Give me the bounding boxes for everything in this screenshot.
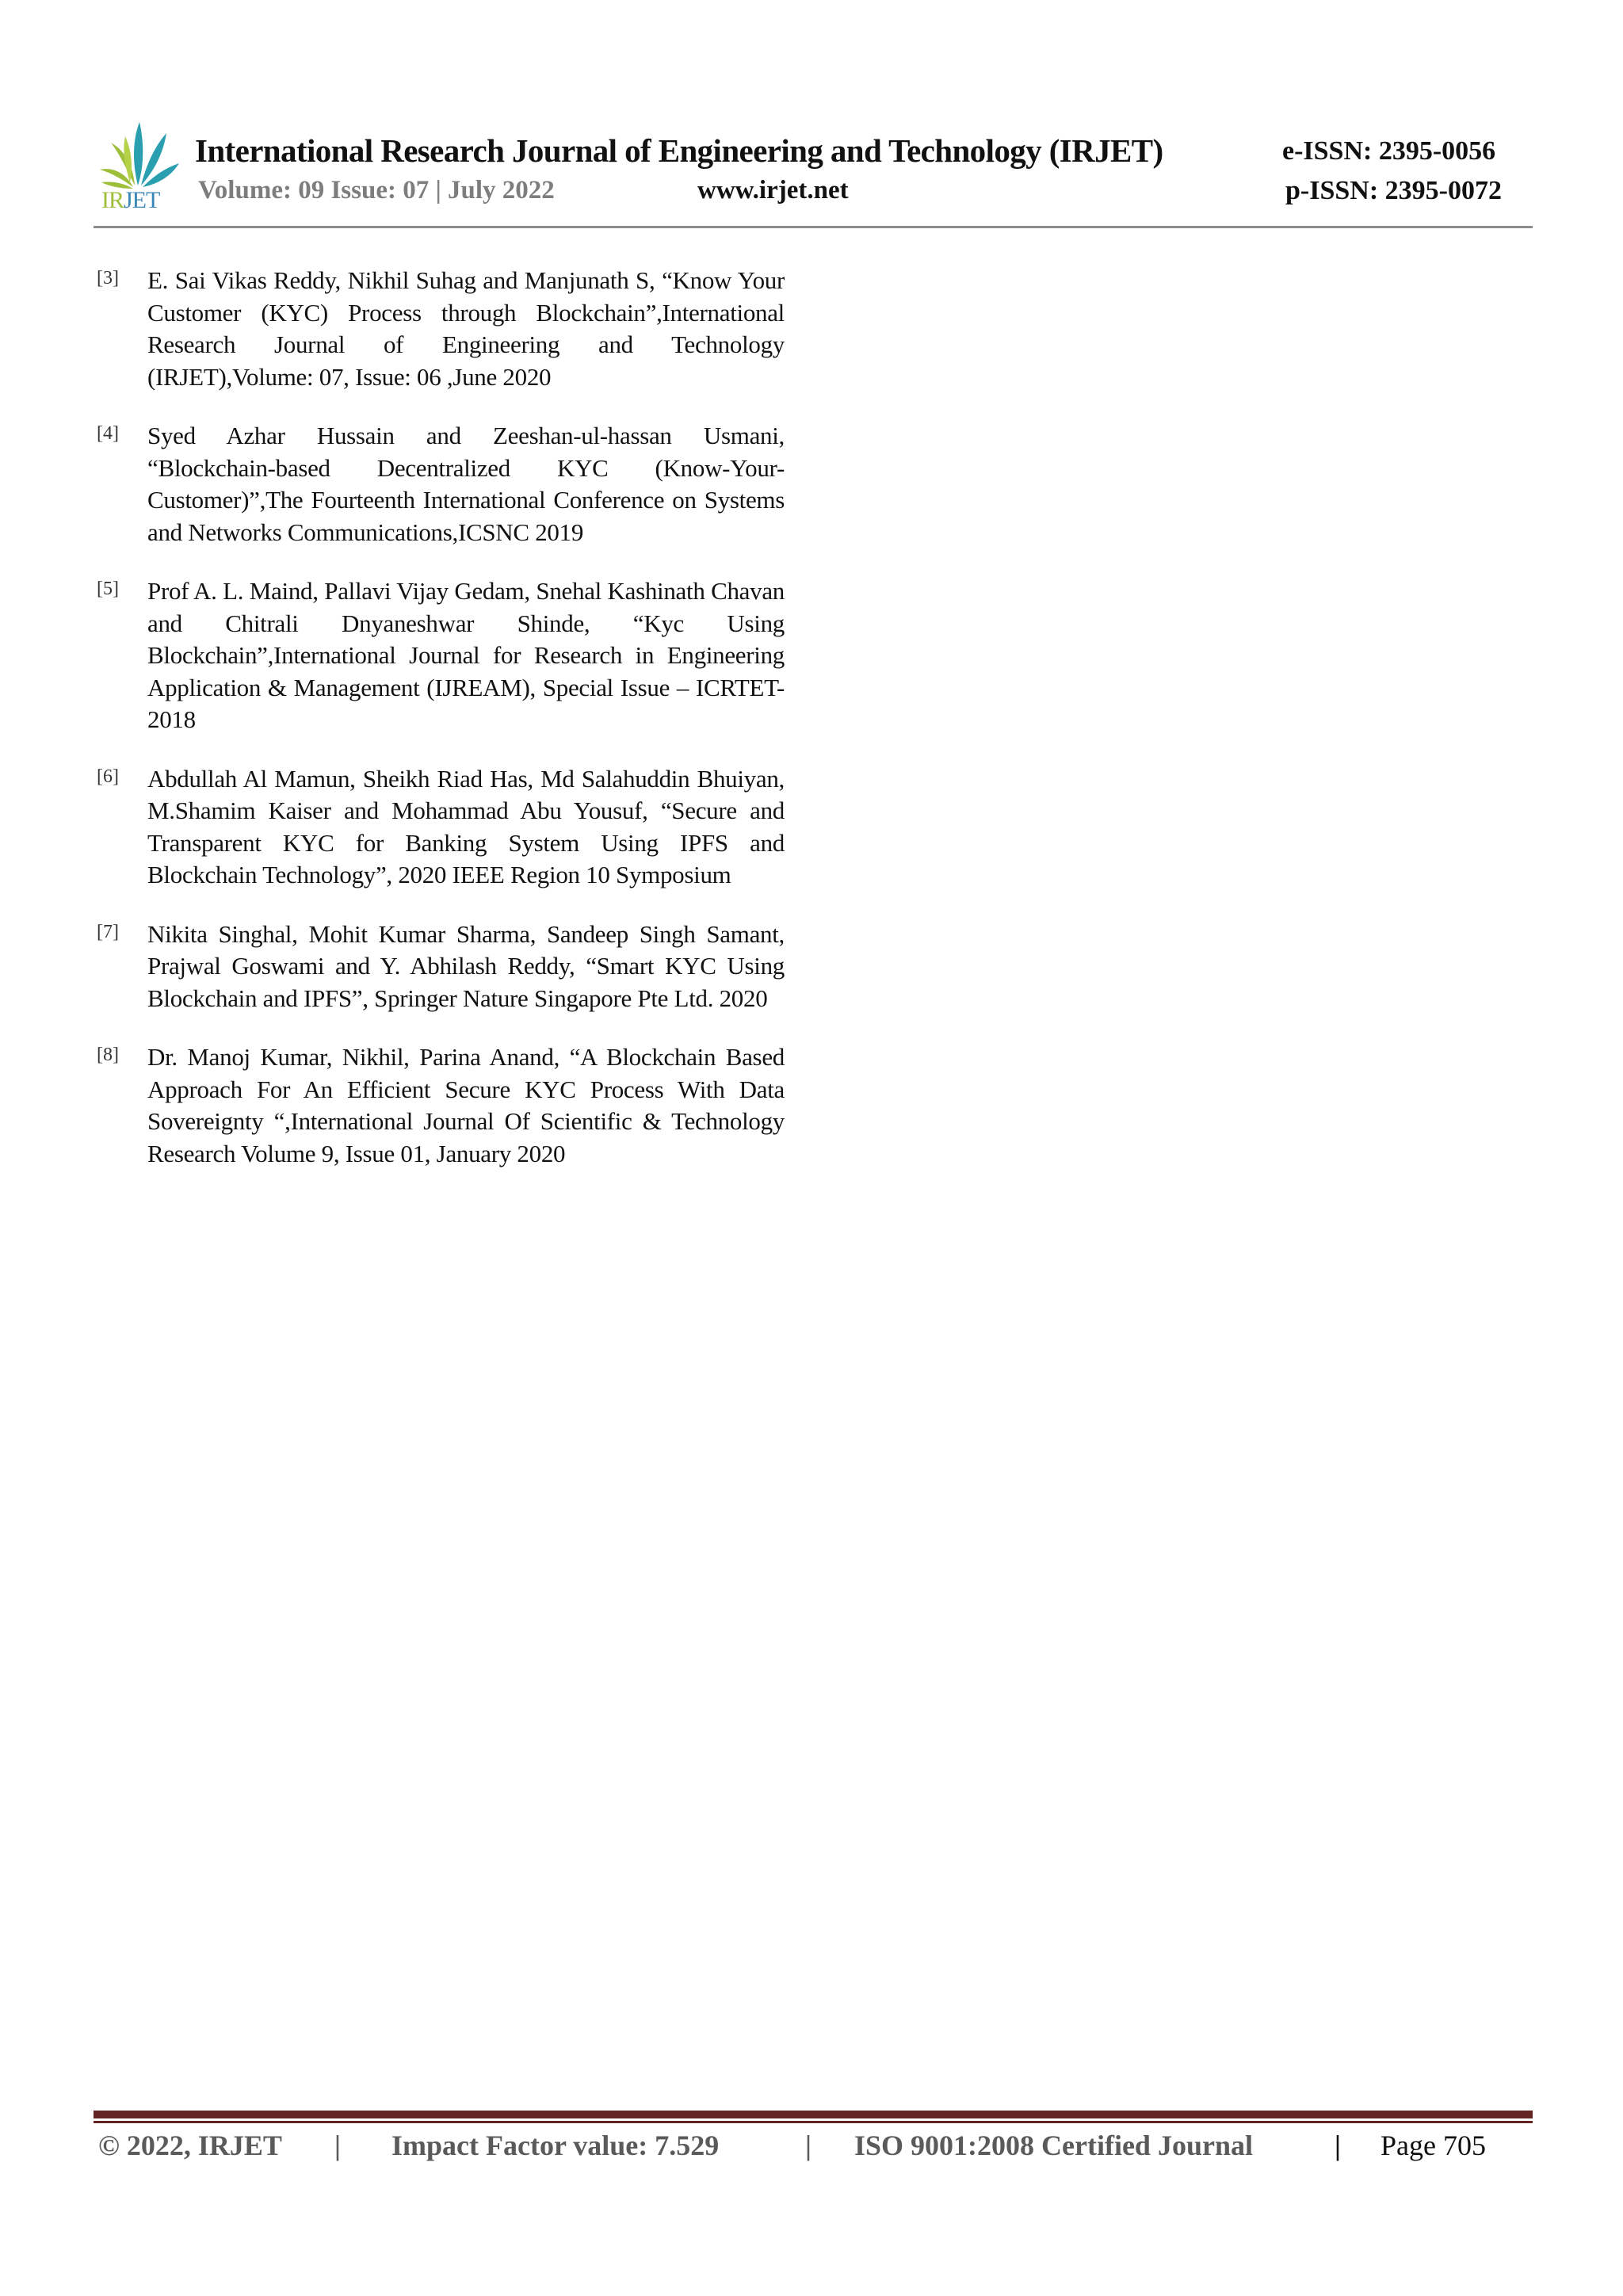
iso-certification: ISO 9001:2008 Certified Journal [854,2130,1253,2161]
reference-text: E. Sai Vikas Reddy, Nikhil Suhag and Manjunath S, “Know Your Customer (KYC) Process through Blockchain”,International Research Journal of Engineering and Technology (IRJET),Volume: 07, Issue: 06 ,June 2020 [147,266,785,391]
reference-item [97,919,785,1015]
reference-number: [8] [97,1045,119,1065]
reference-number: [4] [97,423,119,444]
copyright: © 2022, IRJET [98,2130,282,2161]
reference-number: [7] [97,921,119,942]
reference-text: Dr. Manoj Kumar, Nikhil, Parina Anand, “A Blockchain Based Approach For An Efficient Secure KYC Process With Data Sovereignty “,International Journal Of Scientific & Technology Research Volume 9, Issue 01, January 2020 [147,1043,785,1167]
footer-divider-thick [94,2111,1533,2118]
volume-issue: Volume: 09 Issue: 07 | July 2022 [198,176,555,204]
p-issn: p-ISSN: 2395-0072 [1285,176,1502,205]
e-issn: e-ISSN: 2395-0056 [1282,136,1496,166]
reference-text: Abdullah Al Mamun, Sheikh Riad Has, Md Salahuddin Bhuiyan, M.Shamim Kaiser and Mohammad Abu Yousuf, “Secure and Transparent KYC for Banking System Using IPFS and Blockchain Technology”, 2020 IEEE Region 10 Symposium [147,764,785,888]
reference-text: Nikita Singhal, Mohit Kumar Sharma, Sandeep Singh Samant, Prajwal Goswami and Y. Abhilash Reddy, “Smart KYC Using Blockchain and IPFS”, Springer Nature Singapore Pte Ltd. 2020 [147,919,785,1012]
reference-item [97,1041,785,1170]
leaf-fan-icon [98,119,181,190]
reference-number: [5] [97,579,119,599]
footer-separator: | [334,2130,341,2161]
irjet-logo [94,119,182,214]
page-header [94,111,1533,230]
page-footer [94,2129,1533,2168]
footer-separator: | [1335,2130,1341,2161]
footer-separator: | [805,2130,812,2161]
journal-website: www.irjet.net [697,176,849,204]
header-divider [94,226,1533,228]
references-list [97,265,785,1197]
impact-factor: Impact Factor value: 7.529 [391,2130,720,2161]
footer-divider-thin [94,2121,1533,2123]
logo-wordmark: IRJET [101,187,160,213]
reference-item [97,763,785,892]
reference-text: Syed Azhar Hussain and Zeeshan-ul-hassan Usmani, “Blockchain-based Decentralized KYC (Know-Your-Customer)”,The Fourteenth International Conference on Systems and Networks Communications,ICSNC 2019 [147,422,785,546]
journal-title: International Research Journal of Engineering and Technology (IRJET) [195,132,1163,169]
reference-item [97,265,785,393]
page-number: Page 705 [1381,2130,1486,2161]
reference-item [97,420,785,548]
reference-item [97,575,785,736]
reference-text: Prof A. L. Maind, Pallavi Vijay Gedam, Snehal Kashinath Chavan and Chitrali Dnyaneshwar Shinde, “Kyc Using Blockchain”,International Journal for Research in Engineering Application & Management (IJREAM), Special Issue – ICRTET-2018 [147,577,785,733]
reference-number: [3] [97,268,119,288]
reference-number: [6] [97,766,119,787]
